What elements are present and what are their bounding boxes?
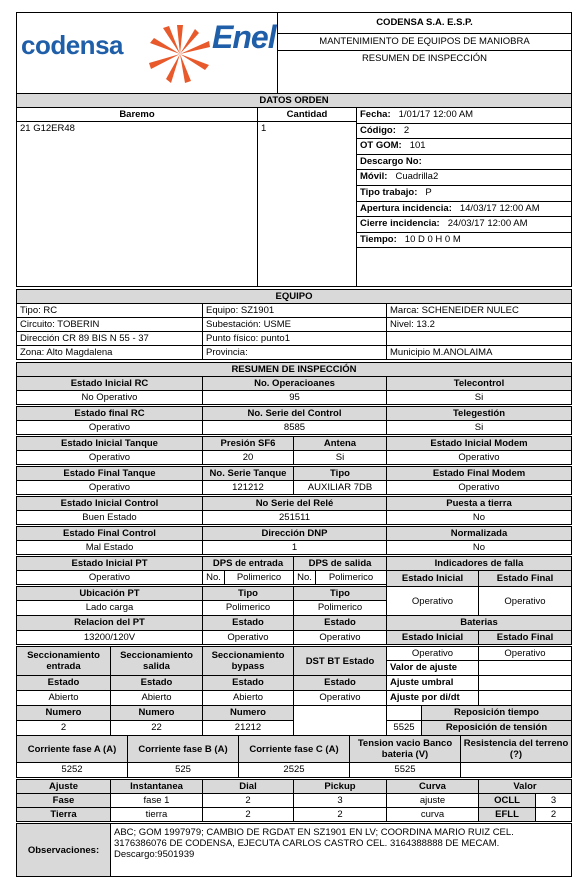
value-ajuste-di-dt [478, 690, 572, 706]
value-secc-salida-estado: Abierto [110, 690, 203, 706]
label-dps-salida: DPS de salida [293, 556, 387, 571]
value-dps-salida: Polimerico [315, 570, 387, 585]
equipo-direccion: Dirección CR 89 BIS N 55 - 37 [16, 331, 203, 346]
equipo-header: EQUIPO [16, 289, 572, 304]
value-estado-salida: Operativo [293, 630, 387, 645]
order-field-value: 2 [403, 124, 410, 136]
value-bat-estado-final: Operativo [478, 646, 572, 661]
codensa-logo: codensa [21, 30, 123, 60]
label-secc-salida: Seccionamiento salida [110, 646, 203, 676]
label-corriente-a: Corriente fase A (A) [16, 735, 128, 763]
ajustes-row-fase-instantanea: fase 1 [110, 793, 203, 808]
value-direccion-dnp: 1 [202, 540, 387, 555]
value-no-serie-rele: 251511 [202, 510, 387, 525]
label-telegestion: Telegestión [386, 406, 572, 421]
equipo-municipio: Municipio M.ANOLAIMA [386, 345, 572, 360]
value-estado-inicial-control: Buen Estado [16, 510, 203, 525]
value-no-serie-control: 8585 [202, 420, 387, 435]
label-estado-inicial-pt: Estado Inicial PT [16, 556, 203, 571]
value-presion-sf6: 20 [202, 450, 294, 465]
logo-box [16, 12, 278, 94]
value-telecontrol: Si [386, 390, 572, 405]
label-ubicacion-pt: Ubicación PT [16, 586, 203, 601]
label-estado-final-rc: Estado final RC [16, 406, 203, 421]
value-puesta-tierra: No [386, 510, 572, 525]
label-antena: Antena [293, 436, 387, 451]
equipo-zona: Zona: Alto Magdalena [16, 345, 203, 360]
label-estado-final-modem: Estado Final Modem [386, 466, 572, 481]
value-antena: Si [293, 450, 387, 465]
label-relacion-pt: Relacion del PT [16, 615, 203, 631]
label-estado-entrada: Estado [202, 615, 294, 631]
observaciones-label: Observaciones: [16, 823, 111, 877]
label-ind-estado-final: Estado Final [478, 570, 572, 587]
value-secc-salida-numero: 22 [110, 720, 203, 736]
value-estado-entrada: Operativo [202, 630, 294, 645]
label-estado-inicial-tanque: Estado Inicial Tanque [16, 436, 203, 451]
order-field-row [356, 169, 572, 186]
cantidad-header: Cantidad [257, 107, 357, 122]
ajustes-row-tierra-instantanea: tierra [110, 807, 203, 822]
ajustes-row-fase-dial: 2 [202, 793, 294, 808]
label-no-operaciones: No. Operacioanes [202, 376, 387, 391]
value-relacion-pt: 13200/120V [16, 630, 203, 645]
dst-bt-empty [293, 705, 387, 736]
label-resistencia: Resistencia del terreno (?) [460, 735, 572, 763]
ajustes-header-ajuste: Ajuste [16, 779, 111, 794]
observaciones-text: ABC; GOM 1997979; CAMBIO DE RGDAT EN SZ1901 EN LV; COORDINA MARIO RUIZ CEL. 3176386076 DE CODENSA, EJECUTA CARLOS CASTRO CEL. 3164388888 DE MECAM. Descargo:9501939 [110, 823, 572, 877]
label-secc-entrada: Seccionamiento entrada [16, 646, 111, 676]
order-field-value: 1/01/17 12:00 AM [398, 109, 474, 120]
label-tipo-salida: Tipo [293, 586, 387, 601]
order-field-label: Descargo No: [360, 155, 422, 167]
label-presion-sf6: Presión SF6 [202, 436, 294, 451]
value-no-operaciones: 95 [202, 390, 387, 405]
order-field-row [356, 216, 572, 233]
label-estado-salida: Estado [293, 615, 387, 631]
ajustes-header-valor: Valor [478, 779, 572, 794]
value-corriente-b: 525 [127, 762, 239, 778]
label-dst-bt: DST BT Estado [293, 646, 387, 676]
ajustes-header-instantanea: Instantanea [110, 779, 203, 794]
baremo-value: 21 G12ER48 [16, 121, 258, 287]
value-ajuste-umbral [478, 675, 572, 691]
value-reposicion-tension: 5525 [386, 720, 422, 736]
ajustes-row-tierra-curva: curva [386, 807, 479, 822]
ajustes-row-tierra-valor: 2 [535, 807, 572, 822]
label-tension-vacio: Tension vacio Banco bateria (V) [349, 735, 461, 763]
order-field-label: Apertura incidencia: [360, 202, 452, 214]
value-estado-inicial-modem: Operativo [386, 450, 572, 465]
order-field-row [356, 232, 572, 249]
order-field-row [356, 185, 572, 202]
value-estado-inicial-pt: Operativo [16, 570, 203, 585]
enel-logo: Enel [212, 19, 276, 55]
value-corriente-c: 2525 [238, 762, 350, 778]
order-field-label: Tiempo: [360, 233, 397, 245]
order-field-row [356, 201, 572, 218]
equipo-punto-fisico: Punto físico: punto1 [202, 331, 387, 346]
label-telecontrol: Telecontrol [386, 376, 572, 391]
ajustes-row-tierra-valor-key: EFLL [478, 807, 536, 822]
label-estado-inicial-control: Estado Inicial Control [16, 496, 203, 511]
datos-orden-header: DATOS ORDEN [16, 93, 572, 108]
resumen-header: RESUMEN DE INSPECCIÓN [16, 362, 572, 377]
label-no-serie-rele: No Serie del Relé [202, 496, 387, 511]
order-field-value: 101 [409, 140, 426, 152]
value-resistencia [460, 762, 572, 778]
label-secc-salida-estado: Estado [110, 675, 203, 691]
label-dst-bt-estado: Estado [293, 675, 387, 691]
label-secc-salida-numero: Numero [110, 705, 203, 721]
label-ajuste-di-dt: Ajuste por di/dt [386, 690, 479, 706]
ajustes-row-fase-valor: 3 [535, 793, 572, 808]
order-field-value: 14/03/17 12:00 AM [459, 202, 540, 214]
label-secc-entrada-numero: Numero [16, 705, 111, 721]
order-field-value: Cuadrilla2 [395, 171, 439, 183]
label-secc-entrada-estado: Estado [16, 675, 111, 691]
ajustes-row-fase-ajuste: Fase [16, 793, 111, 808]
equipo-marca: Marca: SCHENEIDER NULEC [386, 303, 572, 318]
label-estado-final-control: Estado Final Control [16, 526, 203, 541]
company-name: CODENSA S.A. E.S.P. [277, 12, 572, 34]
ajustes-row-fase-valor-key: OCLL [478, 793, 536, 808]
value-normalizada: No [386, 540, 572, 555]
equipo-nivel: Nivel: 13.2 [386, 317, 572, 332]
dps-entrada-no: No. [202, 570, 225, 585]
value-secc-bypass-numero: 21212 [202, 720, 294, 736]
value-tipo: AUXILIAR 7DB [293, 480, 387, 495]
value-estado-inicial-tanque: Operativo [16, 450, 203, 465]
label-normalizada: Normalizada [386, 526, 572, 541]
order-field-row [356, 138, 572, 155]
value-reposicion-tiempo [386, 705, 422, 721]
label-ind-estado-inicial: Estado Inicial [386, 570, 479, 587]
order-field-label: Fecha: [360, 109, 391, 120]
label-tipo: Tipo [293, 466, 387, 481]
label-secc-bypass-numero: Numero [202, 705, 294, 721]
label-corriente-b: Corriente fase B (A) [127, 735, 239, 763]
value-tension-vacio: 5525 [349, 762, 461, 778]
order-field-label: Tipo trabajo: [360, 187, 418, 198]
equipo-equipo: Equipo: SZ1901 [202, 303, 387, 318]
label-baterias: Baterias [386, 615, 572, 631]
report-title: RESUMEN DE INSPECCIÓN [277, 50, 572, 94]
order-field-label: Móvil: [360, 171, 388, 183]
value-no-serie-tanque: 121212 [202, 480, 294, 495]
order-field-label: Código: [360, 124, 396, 136]
value-corriente-a: 5252 [16, 762, 128, 778]
label-direccion-dnp: Dirección DNP [202, 526, 387, 541]
label-tipo-entrada: Tipo [202, 586, 294, 601]
equipo-tipo: Tipo: RC [16, 303, 203, 318]
ajustes-header-pickup: Pickup [293, 779, 387, 794]
order-field-row [356, 107, 572, 124]
value-ind-estado-final: Operativo [478, 586, 572, 616]
label-puesta-tierra: Puesta a tierra [386, 496, 572, 511]
value-ubicacion-pt: Lado carga [16, 600, 203, 616]
equipo-provincia: Provincia: [202, 345, 387, 360]
baremo-header: Baremo [16, 107, 258, 122]
order-field-value: 10 D 0 H 0 M [404, 233, 461, 245]
value-bat-estado-inicial: Operativo [386, 646, 479, 661]
value-tipo-salida: Polimerico [293, 600, 387, 616]
label-estado-inicial-rc: Estado Inicial RC [16, 376, 203, 391]
label-bat-estado-inicial: Estado Inicial [386, 630, 479, 645]
order-field-row [356, 154, 572, 171]
ajustes-header-dial: Dial [202, 779, 294, 794]
order-field-value: 24/03/17 12:00 AM [447, 218, 528, 230]
label-secc-bypass-estado: Estado [202, 675, 294, 691]
enel-star-icon [147, 23, 213, 85]
label-ajuste-umbral: Ajuste umbral [386, 675, 479, 691]
label-estado-final-tanque: Estado Final Tanque [16, 466, 203, 481]
value-secc-entrada-estado: Abierto [16, 690, 111, 706]
value-tipo-entrada: Polimerico [202, 600, 294, 616]
ajustes-header-curva: Curva [386, 779, 479, 794]
label-dps-entrada: DPS de entrada [202, 556, 294, 571]
order-field-label: Cierre incidencia: [360, 218, 440, 230]
cantidad-value: 1 [257, 121, 357, 287]
order-field-label: OT GOM: [360, 140, 402, 152]
equipo-subestacion: Subestación: USME [202, 317, 387, 332]
ajustes-row-tierra-pickup: 2 [293, 807, 387, 822]
value-dst-bt-estado: Operativo [293, 690, 387, 706]
label-indicadores-falla: Indicadores de falla [386, 556, 572, 571]
value-estado-final-tanque: Operativo [16, 480, 203, 495]
label-no-serie-control: No. Serie del Control [202, 406, 387, 421]
label-bat-estado-final: Estado Final [478, 630, 572, 645]
order-field-value: P [425, 187, 432, 198]
value-secc-entrada-numero: 2 [16, 720, 111, 736]
label-valor-ajuste: Valor de ajuste [386, 660, 479, 676]
report-subtitle: MANTENIMIENTO DE EQUIPOS DE MANIOBRA [277, 33, 572, 51]
ajustes-row-fase-curva: ajuste [386, 793, 479, 808]
value-ind-estado-inicial: Operativo [386, 586, 479, 616]
label-estado-inicial-modem: Estado Inicial Modem [386, 436, 572, 451]
value-estado-inicial-rc: No Operativo [16, 390, 203, 405]
label-corriente-c: Corriente fase C (A) [238, 735, 350, 763]
equipo-circuito: Circuito: TOBERIN [16, 317, 203, 332]
label-no-serie-tanque: No. Serie Tanque [202, 466, 294, 481]
value-secc-bypass-estado: Abierto [202, 690, 294, 706]
value-estado-final-control: Mal Estado [16, 540, 203, 555]
value-dps-entrada: Polimerico [224, 570, 294, 585]
ajustes-row-fase-pickup: 3 [293, 793, 387, 808]
ajustes-row-tierra-ajuste: Tierra [16, 807, 111, 822]
label-secc-bypass: Seccionamiento bypass [202, 646, 294, 676]
dps-salida-no: No. [293, 570, 316, 585]
label-reposicion-tension: Reposición de tensión [421, 720, 572, 736]
value-estado-final-modem: Operativo [386, 480, 572, 495]
value-estado-final-rc: Operativo [16, 420, 203, 435]
order-field-row [356, 123, 572, 140]
ajustes-row-tierra-dial: 2 [202, 807, 294, 822]
label-reposicion-tiempo: Reposición tiempo [421, 705, 572, 721]
value-telegestion: Si [386, 420, 572, 435]
equipo-empty [386, 331, 572, 346]
value-valor-ajuste [478, 660, 572, 676]
